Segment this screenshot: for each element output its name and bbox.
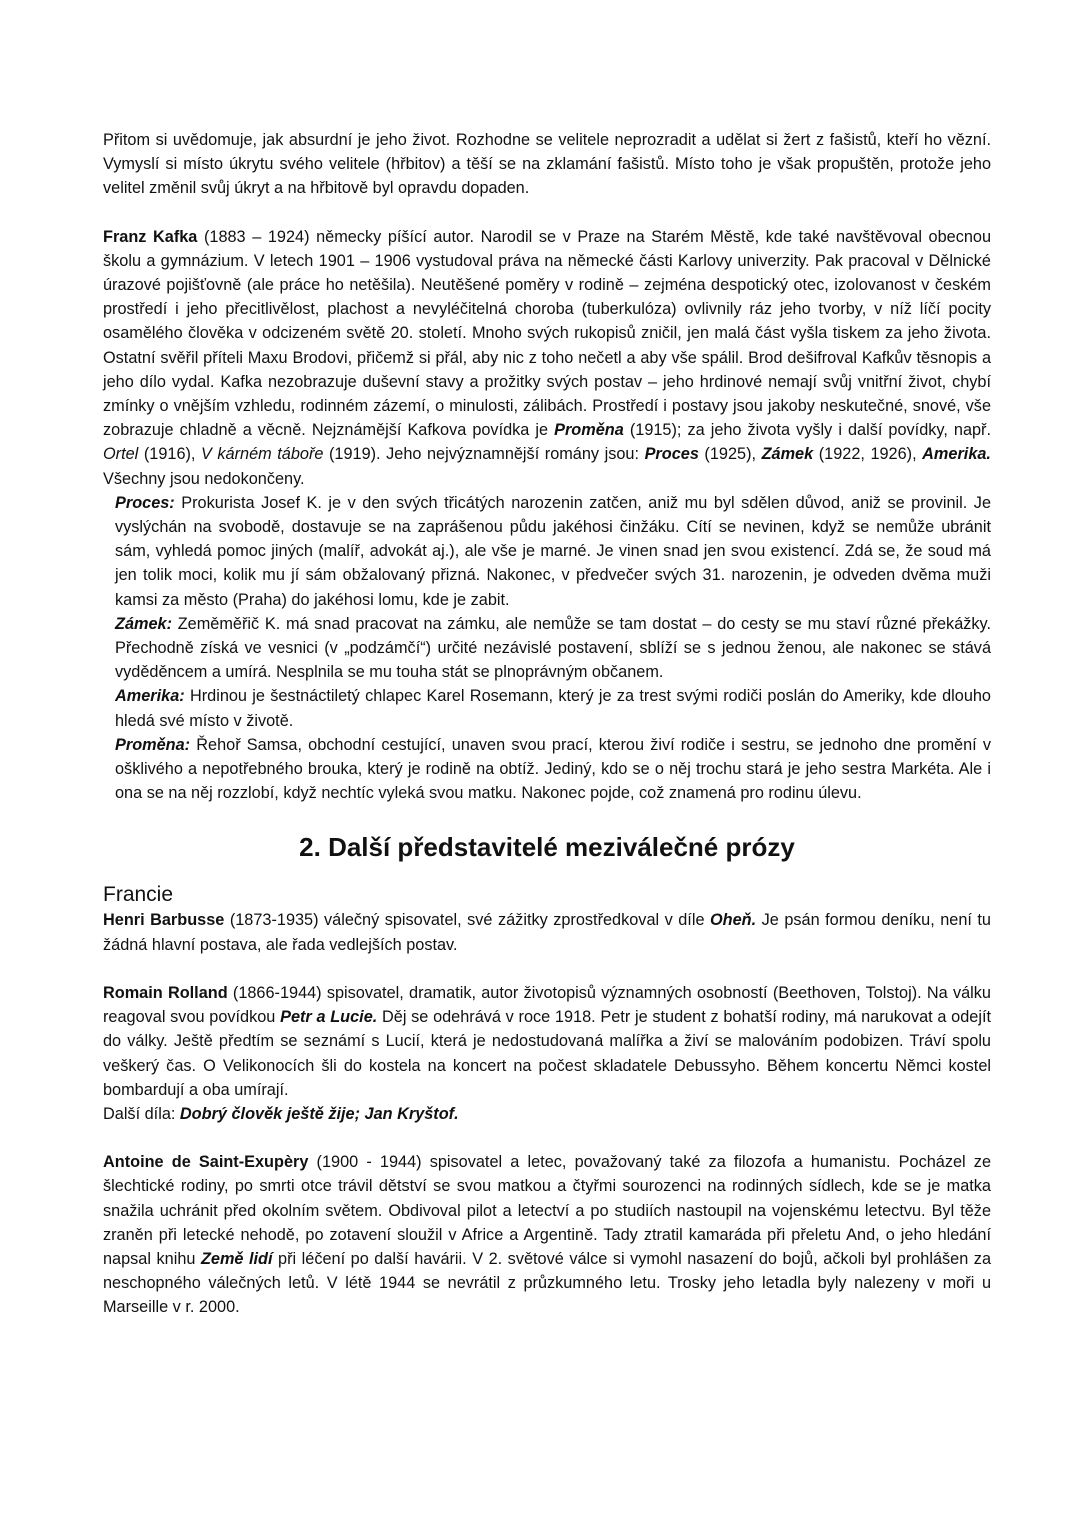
author-name: Franz Kafka [103,227,198,246]
section-heading: 2. Další představitelé meziválečné prózy [299,832,795,863]
work-title: Petr a Lucie. [280,1008,378,1027]
work-summary-title: Amerika: [115,687,185,706]
paragraph-intro: Přitom si uvědomuje, jak absurdní je jeho život. Rozhodne se velitele neprozradit a udělat si žert z fašistů, kteří ho vězní. Vymyslí si místo úkrytu svého velitele (hřbitov) a těší se na zklamání fašistů. Místo toho je však propuštěn, protože jeho velitel změnil svůj úkryt a na hřbitově byl opravdu dopaden. [103,131,991,198]
paragraph-barbusse: Henri Barbusse (1873-1935) válečný spisovatel, své zážitky zprostředkoval v díle Oheň. Je psán formou deníku, není tu žádná hlavní postava, ale řada vedlejších postav. [103,911,991,954]
work-title: Země lidí [200,1249,273,1268]
work-title: Dobrý člověk ještě žije; Jan Kryštof. [179,1104,459,1123]
work-title: V kárném táboře [201,445,324,464]
work-summary-proces: Proces: Prokurista Josef K. je v den svých třicátých narozenin zatčen, aniž mu byl sdělen důvod, aniž se provinil. Je vyslýchán na svobodě, dostavuje se na zaprášenou půdu jakéhosi činžáku. Cítí se nevinen, když se nemůže ubránit sám, vyhledá pomoc jiných (malíř, advokát aj.), ale vše je marné. Je vinen snad jen svou existencí. Zdá se, že soud má jen tolik moci, kolik mu jí sám obžalovaný přizná. Nakonec, v předvečer svých 31. narozenin, je odveden dvěma muži kamsi za město (Praha) do jakéhosi lomu, kde je zabit. [115,493,991,609]
work-title: Proces [644,445,699,464]
work-title: Proměna [554,421,624,440]
spacer [103,1126,991,1150]
document-page [103,128,991,1320]
spacer [103,957,991,981]
work-summary-title: Proměna: [115,735,191,754]
work-summary-zamek: Zámek: Zeměměřič K. má snad pracovat na zámku, ale nemůže se tam dostat – do cesty se mu staví různé překážky. Přechodně získá ve vesnici (v „podzámčí“) určité nezávislé postavení, sblíží se s jednou ženou, ale nakonec se stává vyděděncem a umírá. Nesplnila se mu touha stát se plnoprávným občanem. [115,614,991,682]
spacer [103,201,991,225]
work-summary-title: Proces: [115,493,175,512]
author-name: Romain Rolland [103,983,228,1002]
paragraph-exupery: Antoine de Saint-Exupèry (1900 - 1944) spisovatel a letec, považovaný také za filozofa a humanistu. Pocházel ze šlechtické rodiny, po smrti otce trávil dětství se svou matkou a čtyřmi sourozenci na rodinných sídlech, kde se je matka snažila uchránit před okolním světem. Obdivoval pilot a letectví a po studiích nastoupil na vojenskému letectvu. Byl těže zraněn při letecké nehodě, po zotavení sloužil v Africe a Argentině. Tady ztratil kamaráda při přeletu And, o jeho hledání napsal knihu Země lidí při léčení po další havárii. V 2. světové válce si vymohl nasazení do bojů, ačkoli byl prohlášen za neschopného válečných letů. V létě 1944 se nevrátil z průzkumného letu. Trosky jeho letadla byly nalezeny v moři u Marseille v r. 2000. [103,1153,991,1317]
work-title: Zámek [761,445,814,464]
work-summary-amerika: Amerika: Hrdinou je šestnáctiletý chlapec Karel Rosemann, který je za trest svými rodiči poslán do Ameriky, kde dlouho hledá své místo v životě. [115,687,991,730]
paragraph-rolland-other-works: Další díla: Dobrý člověk ještě žije; Jan Kryštof. [103,1104,459,1123]
author-name: Henri Barbusse [103,911,225,930]
work-title: Ortel [103,445,139,464]
work-summary-title: Zámek: [115,614,173,633]
subsection-heading: Francie [103,883,174,907]
work-title: Oheň. [710,911,757,930]
paragraph-rolland: Romain Rolland (1866-1944) spisovatel, dramatik, autor životopisů významných osobností (Beethoven, Tolstoj). Na válku reagoval svou povídkou Petr a Lucie. Děj se odehrává v roce 1918. Petr je student z bohatší rodiny, má narukovat a odejít do války. Ještě předtím se seznámí s Lucií, která je nedostudovaná malířka a živí se malováním podobizen. Tráví spolu veškerý čas. O Velikonocích šli do kostela na koncert na počest skladatele Debussyho. Během koncertu Němci kostel bombardují a oba umírají. [103,983,991,1099]
work-title: Amerika. [922,445,991,464]
work-summary-promena: Proměna: Řehoř Samsa, obchodní cestující, unaven svou prací, kterou živí rodiče i sestru, se jednoho dne promění v ošklivého a nepotřebného brouka, který je rodině na obtíž. Jediný, kdo se o něj trochu stará je jeho sestra Markéta. Ale i ona se na něj rozzlobí, když nechtíc vyleká svou matku. Nakonec pojde, což znamená pro rodinu úlevu. [115,735,991,803]
author-name: Antoine de Saint-Exupèry [103,1153,309,1172]
paragraph-kafka: Franz Kafka (1883 – 1924) německy píšící autor. Narodil se v Praze na Starém Městě, kde také navštěvoval obecnou školu a gymnázium. V letech 1901 – 1906 vystudoval práva na německé části Karlovy univerzity. Pak pracoval v Dělnické úrazové pojišťovně (ale práce ho netěšila). Neutěšené poměry v rodině – zejména despotický otec, izolovanost v českém prostředí i jeho přecitlivělost, plachost a nevyléčitelná choroba (tuberkulóza) ovlivnily ráz jeho tvorby, v níž líčí pocity osamělého člověka v odcizeném světě 20. století. Mnoho svých rukopisů zničil, jen malá část vyšla tiskem za jeho života. Ostatní svěřil příteli Maxu Brodovi, přičemž si přál, aby nic z toho nečetl a aby vše spálil. Brod dešifroval Kafkův těsnopis a jeho dílo vydal. Kafka nezobrazuje duševní stavy a prožitky svých postav – jeho hrdinové nemají svůj vnitřní život, chybí zmínky o vnějším vzhledu, rodinném zázemí, o minulosti, zálibách. Prostředí i postavy jsou jakoby neskutečné, snové, vše zobrazuje chladně a věcně. Nejznámější Kafkova povídka je Proměna (1915); za jeho života vyšly i další povídky, např. Ortel (1916), V kárném táboře (1919). Jeho nejvýznamnější romány jsou: Proces (1925), Zámek (1922, 1926), Amerika. Všechny jsou nedokončeny. [103,227,992,488]
